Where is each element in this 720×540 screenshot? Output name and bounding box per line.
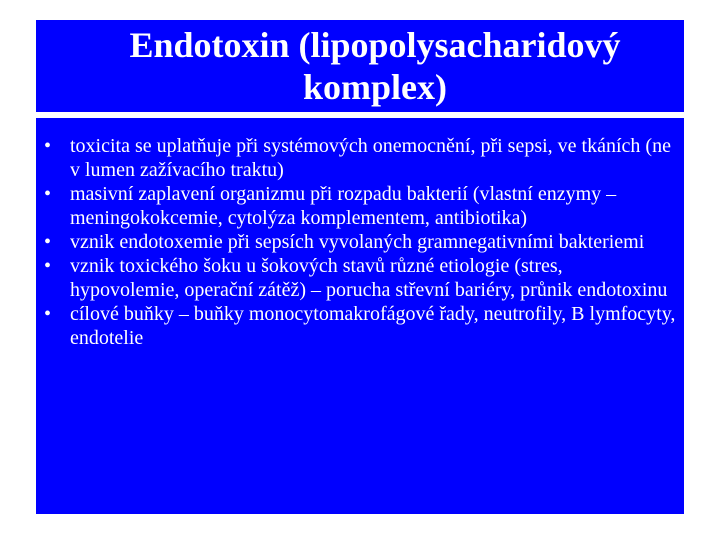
bullet-item [44,230,676,254]
bullet-text: cílové buňky – buňky monocytomakrofágové řady, neutrofily, B lymfocyty, endotelie [70,303,676,349]
bullet-text: vznik endotoxemie při sepsích vyvolaných gramnegativními bakteriemi [70,231,645,253]
slide-title: Endotoxin (lipopolysacharidový komplex) [129,25,621,107]
bullet-marker: • [44,255,52,277]
content-panel [36,118,684,514]
bullet-marker: • [44,135,52,157]
bullet-marker: • [44,303,52,325]
bullet-text: masivní zaplavení organizmu při rozpadu bakterií (vlastní enzymy – meningokokcemie, cytolýza komplementem, antibiotika) [70,183,617,229]
bullet-item [44,302,676,350]
title-panel [36,20,684,112]
bullet-item [44,254,676,302]
bullet-text: toxicita se uplatňuje při systémových onemocnění, při sepsi, ve tkáních (ne v lumen zažívacího traktu) [70,135,671,181]
bullet-text: vznik toxického šoku u šokových stavů různé etiologie (stres, hypovolemie, operační zátěž) – porucha střevní bariéry, průnik endotoxinu [70,255,668,301]
bullet-marker: • [44,183,52,205]
bullet-marker: • [44,231,52,253]
bullet-item [44,134,676,182]
bullet-list [44,134,676,350]
bullet-item [44,182,676,230]
